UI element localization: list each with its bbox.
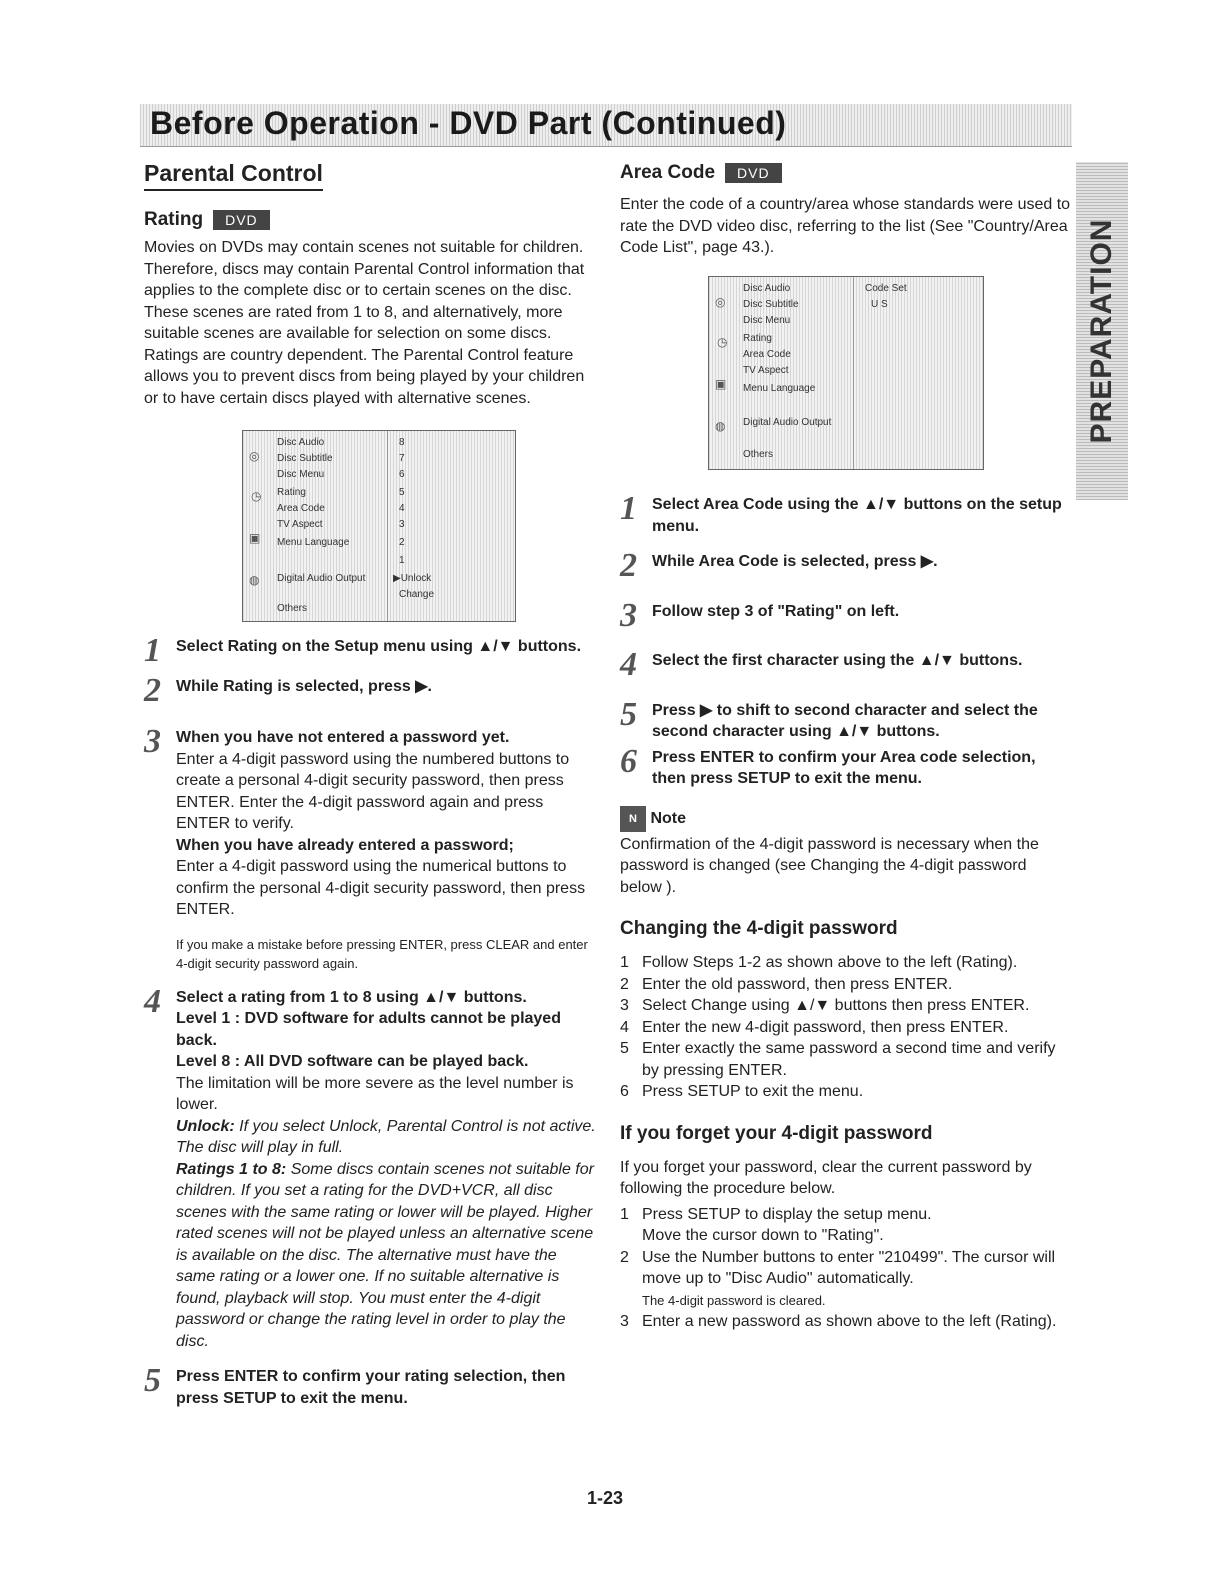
change-password-steps (620, 952, 1072, 1103)
note-text: Confirmation of the 4-digit password is necessary when the password is changed (see Changing the 4-digit password below ). (620, 835, 1039, 896)
lock-icon: ◷ (717, 335, 728, 349)
disc-icon: ◎ (715, 295, 726, 309)
lock-icon: ◷ (251, 489, 262, 503)
rating-value-unlock: ▶Unlock (393, 573, 432, 584)
menu-item: Menu Language (277, 537, 350, 548)
rating-intro: Movies on DVDs may contain scenes not suitable for children. Therefore, discs may contain Parental Control information that applies to the complete disc or to certain scenes on the disc. These scenes are rated from 1 to 8, and alternatively, more suitable scenes are available for selection on some discs. Ratings are country dependent. The Parental Control feature allows you to prevent discs from being played by your children or to have certain discs played with alternative scenes. (144, 239, 585, 407)
rating-value: 3 (399, 519, 405, 530)
menu-item: Area Code (743, 349, 791, 360)
code-set-value: U S (871, 299, 888, 310)
speaker-icon: ◍ (715, 419, 726, 433)
rating-step-1: 1 Select Rating on the Setup menu using ▲/▼ buttons. (144, 632, 582, 669)
page-number: 1-23 (586, 1488, 624, 1508)
note-block (620, 806, 1072, 899)
forget-password-steps (620, 1204, 1072, 1333)
rating-value: 2 (399, 537, 405, 548)
rating-setup-menu-image (242, 430, 516, 622)
menu-item: Disc Audio (743, 283, 791, 294)
rating-value: 7 (399, 453, 405, 464)
list-item: 3 Enter a new password as shown above to the left (Rating). (620, 1313, 1057, 1330)
rating-value: 1 (399, 555, 405, 566)
menu-item-list (709, 277, 854, 469)
menu-item: Disc Subtitle (277, 453, 333, 464)
rating-value: 6 (399, 469, 405, 480)
rating-step-4: 4 Select a rating from 1 to 8 using ▲/▼ buttons. Level 1 : DVD software for adults cannot be played back. Level 8 : All DVD software can be played back. The limitation will be more severe as the level number is lower. Unlock: If you select Unlock, Parental Control is not active. The disc will play in full. Ratings 1 to 8: Some discs contain scenes not suitable for children. If you set a rating for the DVD+VCR, all disc scenes with the same rating or lower will be played. Higher rated scenes will not be played unless an alternative scene is available on the disc. The alternative must have the same rating or a lower one. If no suitable alternative is found, playback will stop. You must enter the 4-digit password or change the rating level in order to play the disc. (144, 982, 596, 1350)
list-item: 2 Enter the old password, then press ENTER. (620, 975, 953, 993)
menu-item: Disc Audio (277, 437, 325, 448)
section-side-tab (1076, 162, 1128, 500)
forget-password-heading: If you forget your 4-digit password (620, 1122, 933, 1144)
list-item: 3 Select Change using ▲/▼ buttons then press ENTER. (620, 997, 1030, 1014)
menu-item: TV Aspect (277, 519, 323, 530)
area-step-1: 1 Select Area Code using the ▲/▼ buttons on the setup menu. (620, 490, 1062, 535)
list-item: 1 Press SETUP to display the setup menu. Move the cursor down to "Rating". (620, 1205, 932, 1244)
disc-icon: ◎ (249, 449, 260, 463)
rating-heading-text: Rating (144, 209, 204, 230)
area-step-2: 2 While Area Code is selected, press ▶. (620, 547, 938, 584)
left-column (144, 160, 596, 409)
menu-item: Digital Audio Output (743, 417, 832, 428)
forget-password-intro: If you forget your password, clear the current password by following the procedure below. (620, 1158, 1032, 1197)
code-set-label: Code Set (865, 283, 907, 294)
list-item: 6 Press SETUP to exit the menu. (620, 1083, 864, 1100)
speaker-icon: ◍ (249, 573, 260, 587)
menu-item: Menu Language (743, 383, 816, 394)
menu-item-list (243, 431, 388, 621)
list-item: 1 Follow Steps 1-2 as shown above to the left (Rating). (620, 954, 1018, 971)
area-code-intro: Enter the code of a country/area whose standards were used to rate the DVD video disc, referring to the list (See "Country/Area Code List", page 43.). (620, 196, 1071, 256)
area-code-steps (620, 490, 1072, 1333)
area-step-6: 6 Press ENTER to confirm your Area code selection, then press SETUP to exit the menu. (620, 742, 1036, 787)
area-step-3: 3 Follow step 3 of "Rating" on left. (620, 596, 900, 634)
area-step-5: 5 Press ▶ to shift to second character and select the second character using ▲/▼ buttons. (620, 695, 1038, 740)
area-code-heading: Area Code DVD (620, 162, 1072, 184)
tv-icon: ▣ (715, 377, 727, 391)
menu-item: Area Code (277, 503, 325, 514)
right-column (620, 162, 1072, 259)
rating-step-2: 2 While Rating is selected, press ▶. (144, 671, 432, 709)
page-banner (140, 104, 1072, 147)
menu-item: Others (743, 449, 774, 460)
area-code-setup-menu-image (708, 276, 984, 470)
menu-item: Disc Menu (743, 315, 791, 326)
tv-icon: ▣ (249, 531, 261, 545)
menu-item: Rating (277, 487, 306, 498)
menu-item: Rating (743, 333, 772, 344)
area-step-4: 4 Select the first character using the ▲/▼ buttons. (620, 646, 1023, 683)
menu-item: Digital Audio Output (277, 573, 366, 584)
list-item: 2 Use the Number buttons to enter "210499". The cursor will move up to "Disc Audio" automatically. The 4-digit password is cleared. (620, 1248, 1056, 1308)
rating-steps (144, 632, 596, 1409)
note-label: Note (650, 809, 687, 827)
rating-heading (144, 209, 596, 231)
dvd-badge: DVD (213, 210, 270, 230)
rating-value: 5 (399, 487, 405, 498)
list-item: 4 Enter the new 4-digit password, then press ENTER. (620, 1018, 1009, 1036)
menu-item: Disc Subtitle (743, 299, 799, 310)
menu-item: Disc Menu (277, 469, 325, 480)
rating-step-3: 3 When you have not entered a password yet. Enter a 4-digit password using the numbered buttons to create a personal 4-digit security password, then press ENTER. Enter the 4-digit password again and press ENTER to verify. When you have already entered a password; Enter a 4-digit password using the numerical buttons to confirm the personal 4-digit security password, then press ENTER. If you make a mistake before pressing ENTER, press CLEAR and enter 4-digit security password again. (144, 723, 588, 971)
dvd-badge: DVD (725, 163, 782, 183)
change-password-heading: Changing the 4-digit password (620, 918, 898, 939)
page-title: Before Operation - DVD Part (Continued) (150, 105, 787, 141)
menu-item: TV Aspect (743, 365, 789, 376)
rating-step-5: 5 Press ENTER to confirm your rating selection, then press SETUP to exit the menu. (144, 1362, 566, 1407)
note-icon: N (620, 806, 646, 832)
rating-value: 4 (399, 503, 405, 514)
menu-item: Others (277, 603, 308, 614)
list-item: 5 Enter exactly the same password a second time and verify by pressing ENTER. (620, 1040, 1056, 1079)
rating-value-change: Change (399, 589, 435, 600)
rating-value: 8 (399, 437, 405, 448)
side-tab-label: PREPARATION (1085, 218, 1118, 444)
section-title: Parental Control (144, 160, 323, 191)
